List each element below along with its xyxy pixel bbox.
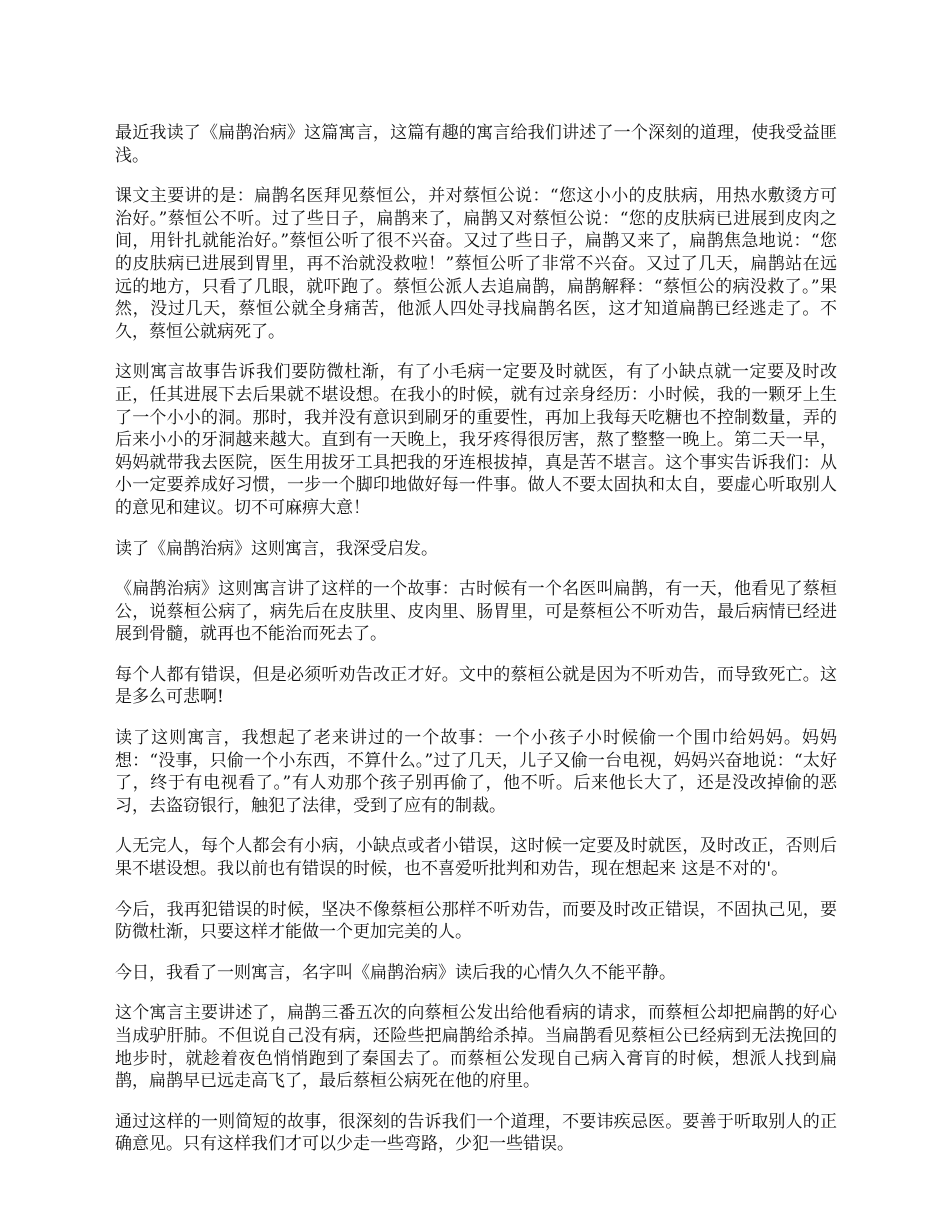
document-body xyxy=(115,122,837,1174)
paragraph: 课文主要讲的是：扁鹊名医拜见蔡恒公，并对蔡恒公说：“您这小小的皮肤病，用热水敷烫方可治好。”蔡恒公不听。过了些日子，扁鹊来了，扁鹊又对蔡恒公说：“您的皮肤病已进展到皮肉之间，用针扎就能治好。”蔡恒公听了很不兴奋。又过了些日子，扁鹊又来了，扁鹊焦急地说：“您的皮肤病已进展到胃里，再不治就没救啦！”蔡恒公听了非常不兴奋。又过了几天，扁鹊站在远远的地方，只看了几眼，就吓跑了。蔡恒公派人去追扁鹊，扁鹊解释：“蔡恒公的病没救了。”果然，没过几天，蔡恒公就全身痛苦，他派人四处寻找扁鹊名医，这才知道扁鹊已经逃走了。不久，蔡恒公就病死了。 xyxy=(115,186,837,342)
paragraph: 通过这样的一则简短的故事，很深刻的告诉我们一个道理，不要讳疾忌医。要善于听取别人的正确意见。只有这样我们才可以少走一些弯路，少犯一些错误。 xyxy=(115,1111,837,1155)
paragraph: 读了这则寓言，我想起了老来讲过的一个故事：一个小孩子小时候偷一个围巾给妈妈。妈妈想：“没事，只偷一个小东西，不算什么。”过了几天，儿子又偷一台电视，妈妈兴奋地说：“太好了，终于有电视看了。”有人劝那个孩子别再偷了，他不听。后来他长大了，还是没改掉偷的恶习，去盗窃银行，触犯了法律，受到了应有的制裁。 xyxy=(115,728,837,816)
paragraph: 读了《扁鹊治病》这则寓言，我深受启发。 xyxy=(115,538,438,559)
paragraph: 今后，我再犯错误的时候，坚决不像蔡桓公那样不听劝告，而要及时改正错误，不固执己见，要防微杜渐，只要这样才能做一个更加完美的人。 xyxy=(115,899,837,943)
paragraph: 《扁鹊治病》这则寓言讲了这样的一个故事：古时候有一个名医叫扁鹊，有一天，他看见了蔡桓公，说蔡桓公病了，病先后在皮肤里、皮肉里、肠胃里，可是蔡桓公不听劝告，最后病情已经进展到骨髓，就再也不能治而死去了。 xyxy=(115,579,837,645)
paragraph: 最近我读了《扁鹊治病》这篇寓言，这篇有趣的寓言给我们讲述了一个深刻的道理，使我受益匪浅。 xyxy=(115,123,837,166)
paragraph: 人无完人，每个人都会有小病，小缺点或者小错误，这时候一定要及时就医，及时改正，否则后果不堪设想。我以前也有错误的时候，也不喜爱听批判和劝告，现在想起来 这是不对的'。 xyxy=(115,836,837,880)
paragraph: 这则寓言故事告诉我们要防微杜渐，有了小毛病一定要及时就医，有了小缺点就一定要及时改正，任其进展下去后果就不堪设想。在我小的时候，就有过亲身经历：小时候，我的一颗牙上生了一个小小的洞。那时，我并没有意识到刷牙的重要性，再加上我每天吃糖也不控制数量，弄的后来小小的牙洞越来越大。直到有一天晚上，我牙疼得很厉害，熬了整整一晚上。第二天一早，妈妈就带我去医院，医生用拔牙工具把我的牙连根拔掉，真是苦不堪言。这个事实告诉我们：从小一定要养成好习惯，一步一个脚印地做好每一件事。做人不要太固执和太自，要虚心听取别人的意见和建议。切不可麻痹大意！ xyxy=(115,362,837,518)
paragraph: 每个人都有错误，但是必须听劝告改正才好。文中的蔡桓公就是因为不听劝告，而导致死亡。这是多么可悲啊! xyxy=(115,664,837,708)
paragraph: 这个寓言主要讲述了，扁鹊三番五次的向蔡桓公发出给他看病的请求，而蔡桓公却把扁鹊的好心当成驴肝肺。不但说自己没有病，还险些把扁鹊给杀掉。当扁鹊看见蔡桓公已经病到无法挽回的地步时，就趁着夜色悄悄跑到了秦国去了。而蔡桓公发现自己病入膏肓的时候，想派人找到扁鹊，扁鹊早已远走高飞了，最后蔡桓公病死在他的府里。 xyxy=(115,1003,837,1092)
paragraph: 今日，我看了一则寓言，名字叫《扁鹊治病》读后我的心情久久不能平静。 xyxy=(115,962,676,983)
